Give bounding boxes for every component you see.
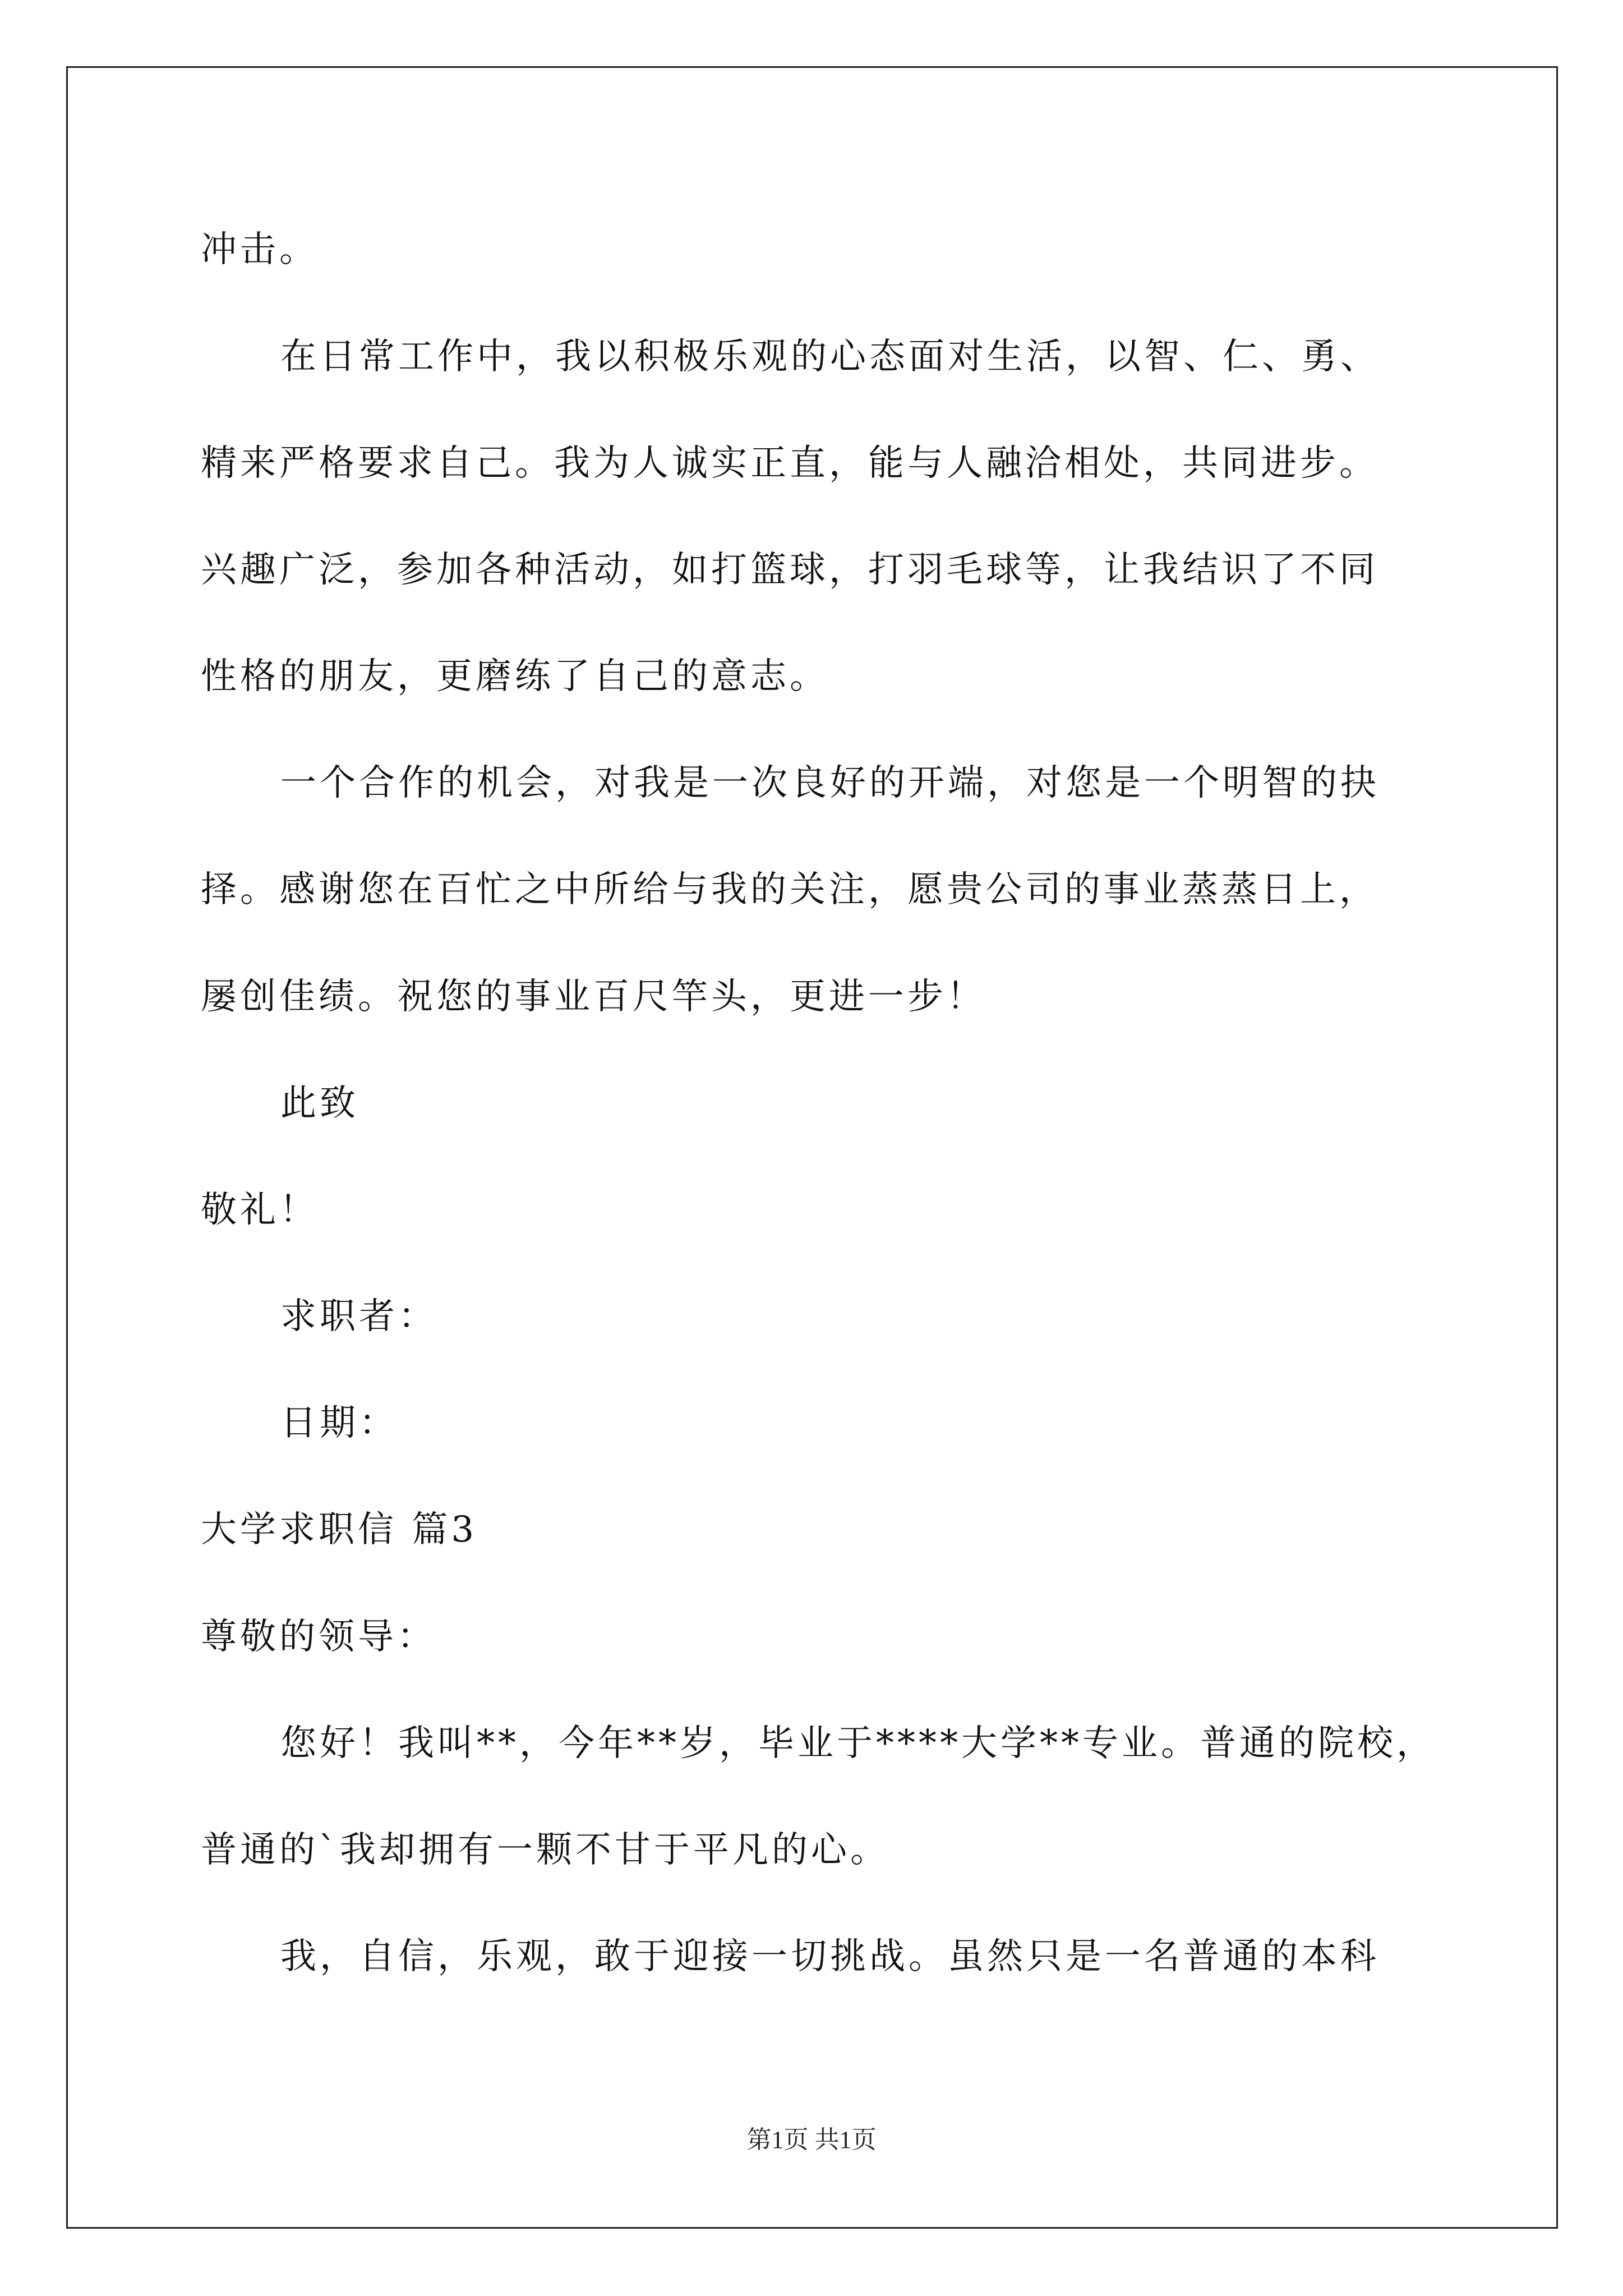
paragraph-start: 一个合作的机会，对我是一次良好的开端，对您是一个明智的抉 — [280, 762, 1380, 804]
section-heading: 大学求职信 篇3 — [201, 1509, 478, 1550]
text-line: 精来严格要求自己。我为人诚实正直，能与人融洽相处，共同进步。 — [201, 443, 1378, 484]
text-line: 性格的朋友，更磨练了自己的意志。 — [201, 656, 829, 697]
paragraph-start: 在日常工作中，我以积极乐观的心态面对生活，以智、仁、勇、 — [280, 336, 1380, 378]
paragraph-start: 您好！我叫**，今年**岁，毕业于****大学**专业。普通的院校， — [280, 1723, 1436, 1764]
greeting: 尊敬的领导： — [201, 1616, 436, 1658]
text-line: 兴趣广泛，参加各种活动，如打篮球，打羽毛球等，让我结识了不同 — [201, 549, 1378, 591]
page-border — [66, 66, 1558, 2229]
text-line: 择。感谢您在百忙之中所给与我的关注，愿贵公司的事业蒸蒸日上， — [201, 869, 1378, 910]
salutation-closing: 敬礼！ — [201, 1189, 319, 1231]
closing-phrase: 此致 — [280, 1083, 359, 1124]
paragraph-start: 我，自信，乐观，敢于迎接一切挑战。虽然只是一名普通的本科 — [280, 1936, 1380, 1977]
text-line: 屡创佳绩。祝您的事业百尺竿头，更进一步！ — [201, 976, 986, 1018]
text-line: 冲击。 — [201, 229, 319, 270]
text-line: 普通的`我却拥有一颗不甘于平凡的心。 — [201, 1829, 889, 1871]
page-footer: 第1页 共1页 — [746, 2126, 877, 2154]
applicant-label: 求职者： — [280, 1296, 437, 1337]
date-label: 日期： — [280, 1402, 398, 1444]
